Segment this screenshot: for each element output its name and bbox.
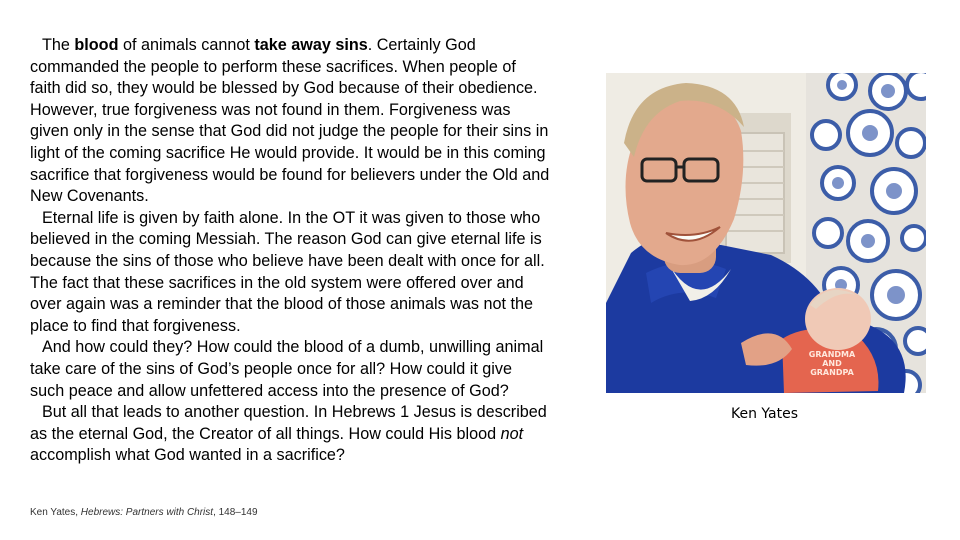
- paragraph-3: [30, 337, 550, 402]
- text-run: But all that leads to another question. In Hebrews 1 Jesus is described as the eternal God, the Creator of all things. How could His blood: [30, 403, 547, 443]
- text-run: accomplish what God wanted in a sacrifice?: [30, 446, 345, 465]
- text-run: blood: [74, 36, 119, 54]
- text-run: take away sins: [254, 36, 368, 54]
- shirt-text: GRANDMA AND GRANDPA: [808, 350, 856, 377]
- footer-pages: 148–149: [218, 507, 258, 518]
- text-run: . Certainly God commanded the people to perform these sacrifices. When people of faith did so, they would be blessed by God because of their obedience. However, true forgiveness was not found in them. Forgiveness was given only in the sense that God did not judge the people for their sins in light of the coming sacrifice He would provide. It would be in this coming sacrifice that forgiveness would be found for believers under the Old and New Covenants.: [30, 36, 550, 206]
- text-run: And how could they? How could the blood of a dumb, unwilling animal take care of the sins of God’s people once for all? How could it give such peace and allow unfettered access into the presence of God?: [30, 338, 544, 400]
- footer-book-title: Hebrews: Partners with Christ: [80, 507, 214, 518]
- photo-caption: Ken Yates: [731, 406, 799, 422]
- text-run: The: [42, 36, 75, 54]
- footer-author: Ken Yates: [30, 507, 76, 518]
- paragraph-2: [30, 208, 550, 338]
- paragraph-1: [30, 35, 550, 208]
- photo-ken-yates: [606, 73, 926, 393]
- text-run: not: [500, 424, 524, 443]
- text-run: of animals cannot: [118, 36, 255, 54]
- text-run: Eternal life is given by faith alone. In the OT it was given to those who believed in the coming Messiah. The reason God can give eternal life is because the sins of those who believe have been dealt with once for all. The fact that these sacrifices in the old system were offered over and over again was a reminder that the blood of those animals was not the place to find that forgiveness.: [30, 208, 545, 335]
- footer-citation: Ken Yates, Hebrews: Partners with Christ, 148–149: [30, 507, 258, 518]
- paragraph-4: [30, 402, 550, 467]
- photo-illustration: [606, 73, 926, 393]
- body-text: [30, 35, 550, 467]
